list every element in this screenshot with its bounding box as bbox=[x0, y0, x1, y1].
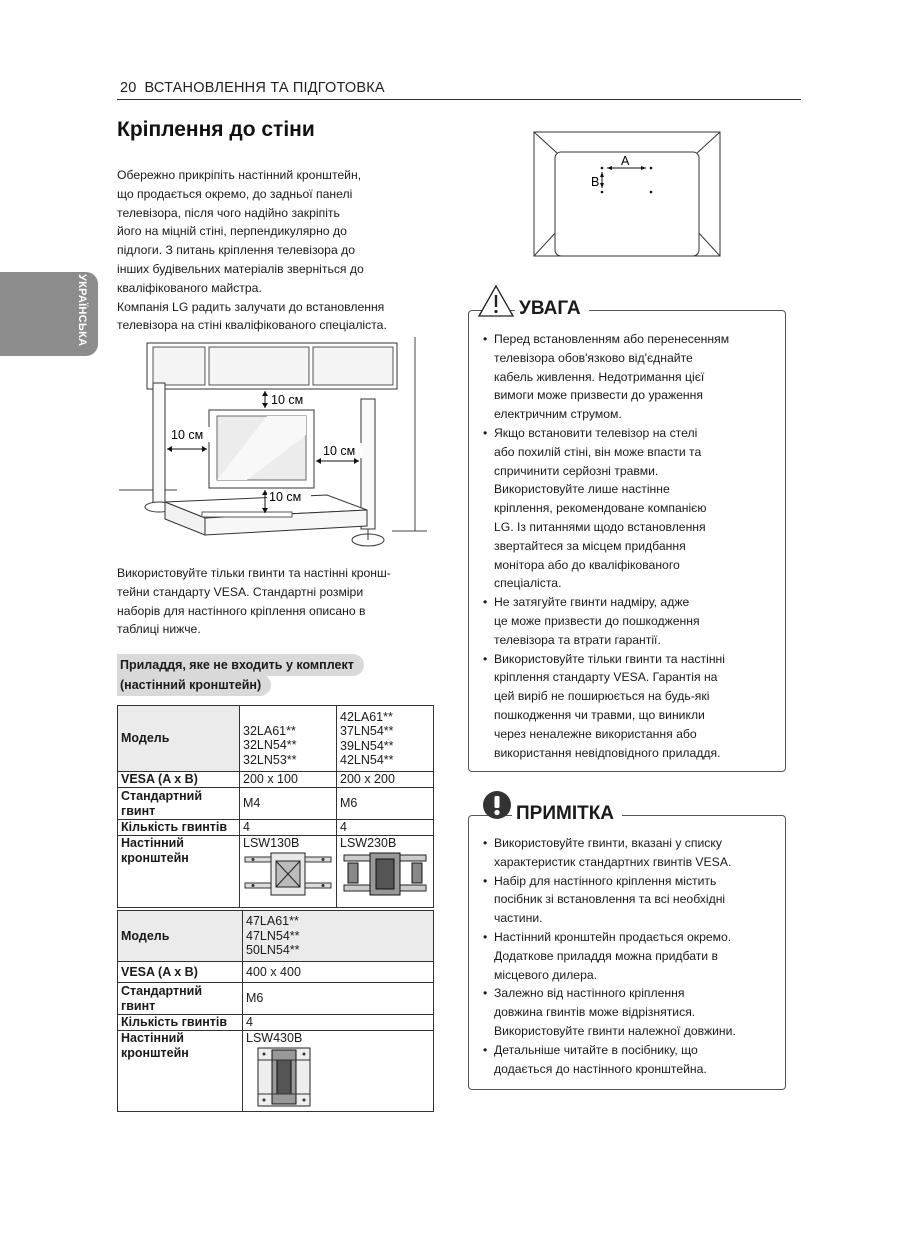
caution-line bbox=[494, 744, 729, 763]
bullet-icon: • bbox=[483, 836, 488, 850]
intro-line: його на міцній стіні, перпендикулярно до bbox=[117, 224, 347, 239]
caution-line-text: Використовуйте лише настінне bbox=[494, 482, 670, 497]
caution-line bbox=[494, 687, 729, 706]
caution-line bbox=[494, 405, 729, 424]
model-item: 32LN53** bbox=[243, 752, 297, 767]
intro-line: підлоги. З питань кріплення телевізора до bbox=[117, 243, 356, 258]
bullet-icon: • bbox=[483, 986, 488, 1001]
caution-line bbox=[494, 574, 729, 593]
note-line-text: Використовуйте гвинти належної довжини. bbox=[494, 1023, 736, 1038]
vesa-ab-diagram bbox=[533, 131, 721, 257]
bracket-cell-b bbox=[337, 836, 434, 908]
caution-line-text: Якщо встановити телевізор на стелі bbox=[494, 425, 698, 440]
caution-line bbox=[494, 386, 729, 405]
note-line bbox=[494, 1060, 736, 1079]
caution-line bbox=[494, 725, 729, 744]
note-line bbox=[494, 909, 736, 928]
caution-line-text: пошкодження чи травми, що виникли bbox=[494, 707, 705, 722]
vesa-line: тейни стандарту VESA. Стандартні розміри bbox=[117, 584, 364, 599]
caution-line-text: Перед встановленням або перенесенням bbox=[494, 332, 730, 346]
note-line-text: частини. bbox=[494, 911, 543, 926]
note-line-text: Додаткове приладдя можна придбати в bbox=[494, 948, 718, 963]
note-exclamation-icon bbox=[482, 790, 512, 820]
note-list bbox=[483, 834, 736, 1078]
header-divider bbox=[117, 99, 801, 100]
caution-line-text: Не затягуйте гвинти надміру, адже bbox=[494, 595, 690, 610]
vesa-line: Використовуйте тільки гвинти та настінні кронш- bbox=[117, 566, 391, 580]
note-line-text: довжина гвинтів може відрізнятися. bbox=[494, 1005, 696, 1020]
screw-label bbox=[118, 983, 243, 1015]
caution-line bbox=[494, 368, 729, 387]
bracket-lsw230b-image bbox=[340, 851, 430, 897]
model-item: 50LN54** bbox=[246, 943, 300, 958]
caution-line-text: телевізора та втрати гарантії. bbox=[494, 632, 661, 647]
caution-line-text: це може призвести до пошкодження bbox=[494, 613, 700, 628]
note-line bbox=[494, 853, 736, 872]
caution-line bbox=[483, 424, 729, 443]
caution-line-text: телевізора обов'язково від'єднайте bbox=[494, 350, 693, 365]
caution-line-text: або похилій стіні, він може впасти та bbox=[494, 444, 702, 459]
note-line bbox=[483, 1041, 736, 1060]
vesa-label: VESA (A x B) bbox=[118, 962, 243, 983]
bracket-label-line: Настінний bbox=[121, 836, 184, 850]
section-title: ВСТАНОВЛЕННЯ ТА ПІДГОТОВКА bbox=[144, 80, 385, 96]
screw-count-b: 4 bbox=[337, 820, 434, 836]
caution-line bbox=[494, 462, 729, 481]
note-line bbox=[483, 872, 736, 891]
screw-label-line: гвинт bbox=[121, 998, 156, 1013]
caution-line bbox=[494, 631, 729, 650]
clearance-left-label: 10 см bbox=[171, 428, 204, 442]
model-item: 32LA61** bbox=[243, 723, 296, 738]
caution-line-text: спеціаліста. bbox=[494, 576, 562, 591]
caution-line-text: кріплення, рекомендоване компанією bbox=[494, 501, 707, 516]
bracket-model: LSW430B bbox=[246, 1031, 303, 1045]
clearance-bottom-label: 10 см bbox=[269, 490, 302, 504]
model-item: 42LN54** bbox=[340, 753, 394, 767]
caution-line-text: звертайтеся за місцем придбання bbox=[494, 538, 686, 553]
caution-line bbox=[494, 499, 729, 518]
note-line-text: Набір для настінного кріплення містить bbox=[494, 873, 717, 888]
note-line bbox=[494, 890, 736, 909]
intro-line: інших будівельних матеріалів зверніться до bbox=[117, 261, 364, 276]
caution-line-text: спричинити серйозні травми. bbox=[494, 463, 659, 478]
model-label: Модель bbox=[118, 706, 240, 772]
note-line-text: Використовуйте гвинти, вказані у списку bbox=[494, 836, 722, 850]
caution-line-text: використання невідповідного приладдя. bbox=[494, 745, 721, 760]
caution-list bbox=[483, 330, 730, 762]
vesa-value-b: 200 x 200 bbox=[337, 772, 434, 788]
screw-count-label: Кількість гвинтів bbox=[118, 1015, 243, 1031]
note-line-text: Настінний кронштейн продається окремо. bbox=[494, 929, 732, 944]
caution-line-text: LG. Із питаннями щодо встановлення bbox=[494, 519, 706, 534]
vesa-line: наборів для настінного кріплення описано в bbox=[117, 603, 366, 618]
note-line bbox=[494, 966, 736, 985]
caution-line bbox=[494, 480, 729, 499]
caution-line bbox=[494, 612, 729, 631]
bullet-icon: • bbox=[483, 1042, 488, 1057]
note-line-text: Детальніше читайте в посібнику, що bbox=[494, 1042, 698, 1057]
wall-clearance-diagram bbox=[117, 335, 435, 550]
caution-line bbox=[483, 650, 729, 669]
bracket-lsw430b-image bbox=[254, 1046, 314, 1108]
caution-line-text: електричним струмом. bbox=[494, 407, 622, 422]
bracket-lsw130b-image bbox=[243, 851, 333, 897]
intro-paragraph bbox=[117, 166, 437, 335]
note-line bbox=[494, 947, 736, 966]
model-label: Модель bbox=[118, 911, 243, 962]
model-item: 42LA61** bbox=[340, 709, 393, 724]
bullet-icon: • bbox=[483, 332, 488, 346]
spec-table-1 bbox=[117, 705, 434, 908]
caution-line bbox=[494, 706, 729, 725]
caution-title: УВАГА bbox=[515, 298, 589, 320]
dimension-b-label: B bbox=[591, 175, 600, 189]
screw-count-a: 4 bbox=[240, 820, 337, 836]
bullet-icon: • bbox=[483, 595, 488, 610]
note-line-text: характеристик стандартних гвинтів VESA. bbox=[494, 854, 732, 869]
intro-line: телевізора, після чого надійно закріпіть bbox=[117, 205, 340, 220]
caution-line-text: цей виріб не поширюється на будь-які bbox=[494, 689, 710, 704]
intro-line: телевізора на стіні кваліфікованого спеціаліста. bbox=[117, 318, 387, 333]
screw-count: 4 bbox=[243, 1015, 434, 1031]
note-line-text: місцевого дилера. bbox=[494, 967, 598, 982]
page-header bbox=[120, 80, 385, 96]
language-side-tab bbox=[0, 272, 98, 356]
bracket-label-line: Настінний bbox=[121, 1031, 184, 1045]
intro-line: кваліфікованого майстра. bbox=[117, 280, 262, 295]
screw-label bbox=[118, 788, 240, 820]
vesa-paragraph bbox=[117, 564, 437, 639]
bullet-icon: • bbox=[483, 425, 488, 440]
caution-line bbox=[494, 537, 729, 556]
screw-value-a: M4 bbox=[240, 788, 337, 820]
dimension-a-label: A bbox=[621, 154, 630, 168]
note-line-text: додається до настінного кронштейна. bbox=[494, 1061, 707, 1076]
accessory-heading: Приладдя, яке не входить у комплект bbox=[117, 654, 364, 676]
note-line-text: Залежно від настінного кріплення bbox=[494, 986, 685, 1001]
note-line bbox=[494, 1022, 736, 1041]
bracket-cell-a bbox=[240, 836, 337, 908]
page-title: Кріплення до стіни bbox=[117, 118, 315, 141]
caution-line bbox=[494, 668, 729, 687]
note-line bbox=[483, 834, 736, 853]
warning-triangle-icon bbox=[477, 284, 515, 318]
bullet-icon: • bbox=[483, 929, 488, 944]
models-cell-a bbox=[240, 706, 337, 772]
screw-value: M6 bbox=[243, 983, 434, 1015]
vesa-label: VESA (A x B) bbox=[118, 772, 240, 788]
vesa-value: 400 x 400 bbox=[243, 962, 434, 983]
bracket-label bbox=[118, 836, 240, 908]
note-line bbox=[483, 984, 736, 1003]
model-item: 37LN54** bbox=[340, 724, 394, 738]
models-cell-b bbox=[337, 706, 434, 772]
vesa-line: таблиці нижче. bbox=[117, 622, 201, 637]
page-number: 20 bbox=[120, 80, 137, 96]
caution-line bbox=[483, 593, 729, 612]
model-item: 39LN54** bbox=[340, 738, 394, 753]
bullet-icon: • bbox=[483, 873, 488, 888]
caution-line-text: кабель живлення. Недотримання цієї bbox=[494, 369, 705, 384]
caution-line-text: монітора або до кваліфікованого bbox=[494, 557, 680, 572]
intro-line: що продається окремо, до задньої панелі bbox=[117, 186, 353, 201]
caution-line bbox=[494, 518, 729, 537]
bracket-label bbox=[118, 1031, 243, 1112]
screw-label-line: гвинт bbox=[121, 803, 156, 818]
caution-line-text: через неналежне використання або bbox=[494, 726, 697, 741]
caution-line bbox=[483, 330, 730, 349]
screw-value-b: M6 bbox=[337, 788, 434, 820]
bracket-label-line: кронштейн bbox=[121, 1045, 189, 1060]
screw-label-line: Стандартний bbox=[121, 789, 203, 803]
bullet-icon: • bbox=[483, 651, 488, 666]
screw-label-line: Стандартний bbox=[121, 984, 203, 998]
language-label: УКРАЇНСЬКА bbox=[76, 274, 88, 347]
bracket-model: LSW130B bbox=[243, 836, 300, 850]
bracket-model: LSW230B bbox=[340, 836, 397, 850]
note-line bbox=[483, 928, 736, 947]
intro-line: Обережно прикріпіть настінний кронштейн, bbox=[117, 168, 362, 182]
note-line bbox=[494, 1003, 736, 1022]
caution-line-text: кріплення стандарту VESA. Гарантія на bbox=[494, 670, 718, 685]
accessory-subheading: (настінний кронштейн) bbox=[117, 674, 271, 696]
note-title: ПРИМІТКА bbox=[512, 803, 622, 825]
note-line-text: посібник зі встановлення та всі необхідні bbox=[494, 892, 726, 907]
vesa-value-a: 200 x 100 bbox=[240, 772, 337, 788]
model-item: 47LA61** bbox=[246, 914, 299, 929]
clearance-top-label: 10 см bbox=[271, 393, 304, 407]
bracket-cell bbox=[243, 1031, 434, 1112]
bracket-label-line: кронштейн bbox=[121, 850, 189, 865]
intro-line: Компанія LG радить залучати до встановлення bbox=[117, 299, 385, 314]
caution-line bbox=[494, 556, 729, 575]
screw-count-label: Кількість гвинтів bbox=[118, 820, 240, 836]
spec-table-2 bbox=[117, 910, 434, 1112]
clearance-right-label: 10 см bbox=[323, 444, 356, 458]
model-item: 32LN54** bbox=[243, 738, 297, 753]
caution-line bbox=[494, 443, 729, 462]
caution-line bbox=[494, 349, 729, 368]
caution-line-text: вимоги може призвести до ураження bbox=[494, 388, 703, 403]
models-cell bbox=[243, 911, 434, 962]
model-item: 47LN54** bbox=[246, 928, 300, 943]
caution-line-text: Використовуйте тільки гвинти та настінні bbox=[494, 651, 725, 666]
